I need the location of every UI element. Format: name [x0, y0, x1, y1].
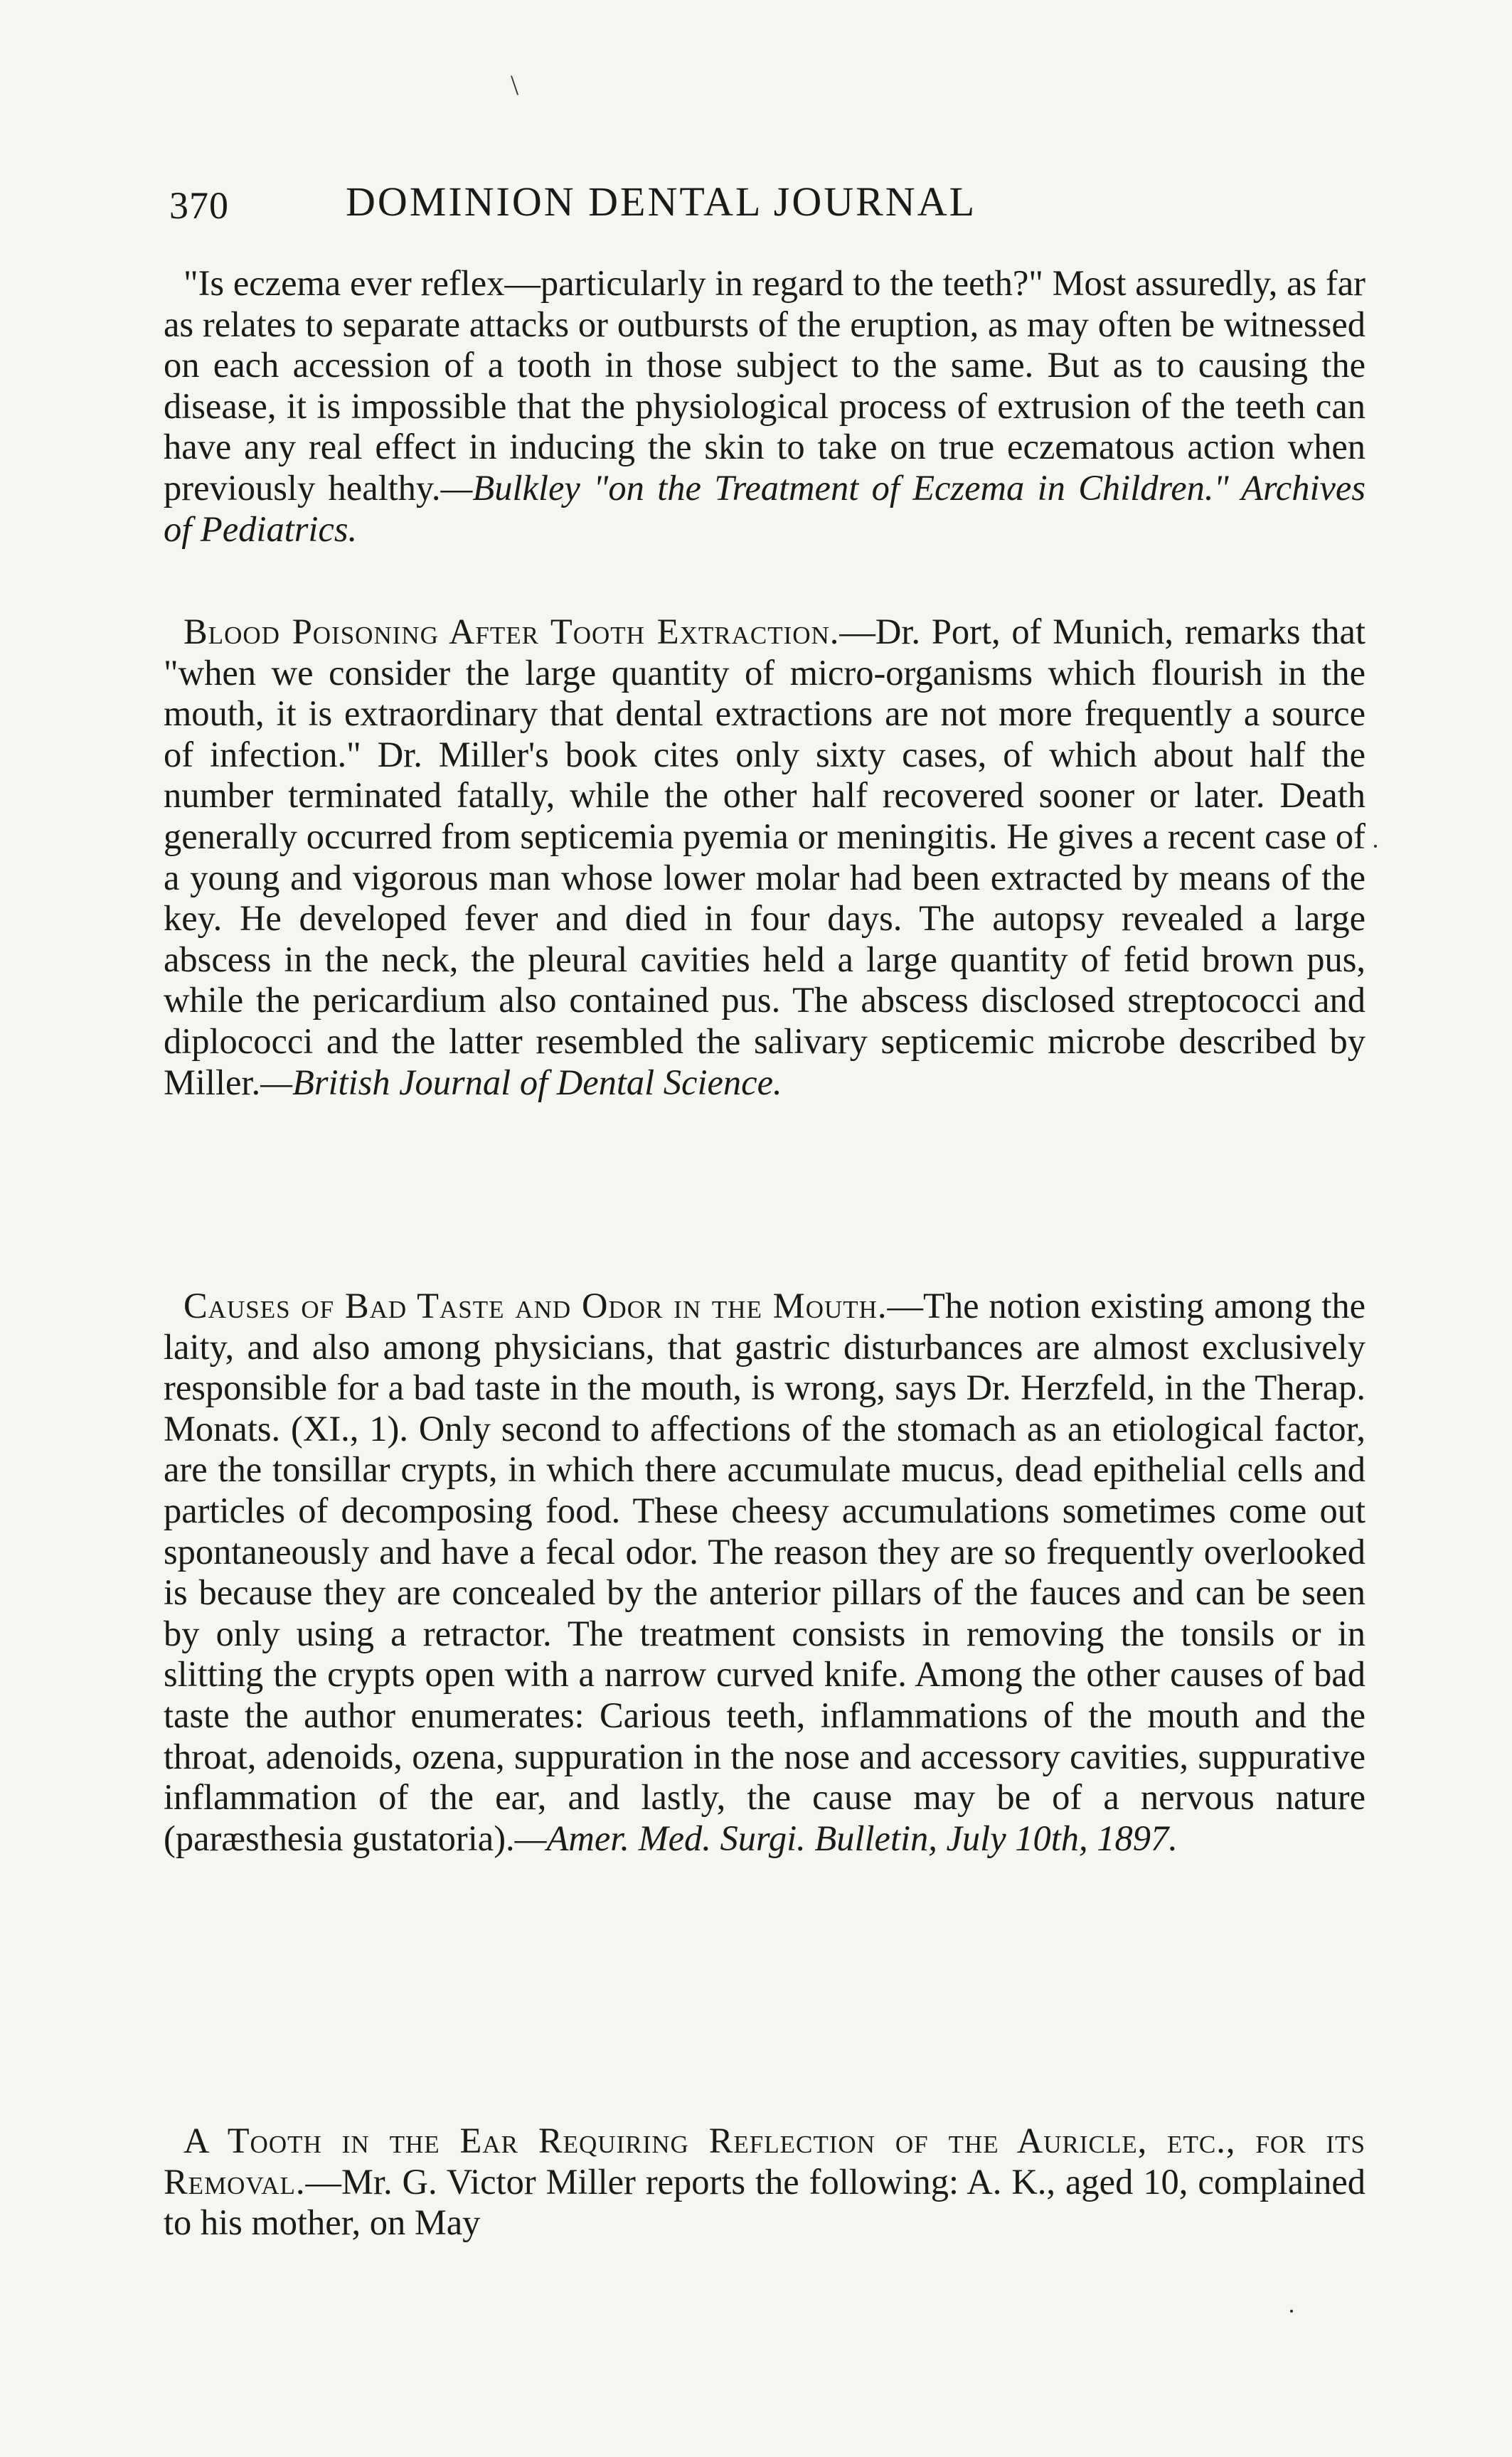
article-body: —Dr. Port, of Munich, remarks that "when we consider the large quantity of micro-organisms which flourish in the mouth, it is extraordinary that dental extractions are not more frequently a source of infection." Dr. Miller's book cites only sixty cases, of which about half the number terminated fatally, while the other half recovered sooner or later. Death generally occurred from septicemia pyemia or meningitis. He gives a recent case of a young and vigorous man whose lower molar had been extracted by means of the key. He developed fever and died in four days. The autopsy revealed a large abscess in the neck, the pleural cavities held a large quantity of fetid brown pus, while the pericardium also contained pus. The abscess disclosed streptococci and diplococci and the latter resembled the salivary septicemic microbe described by Miller.	[164, 612, 1365, 1102]
article-paragraph	[164, 1286, 1365, 1859]
article-eczema-reflex	[164, 263, 1365, 550]
article-title: Causes of Bad Taste and Odor in the Mouth.	[183, 1286, 888, 1326]
article-title: Blood Poisoning After Tooth Extraction.	[183, 612, 840, 651]
stray-mark-bottom: ·	[1287, 2297, 1296, 2325]
article-tooth-in-ear	[164, 2121, 1365, 2244]
article-blood-poisoning	[164, 612, 1365, 1103]
article-bad-taste	[164, 1286, 1365, 1859]
article-body: "Is eczema ever reflex—particularly in regard to the teeth?" Most assuredly, as far as relates to separate attacks or outbursts of the eruption, as may often be witnessed on each accession of a tooth in those subject to the same. But as to causing the disease, it is impossible that the physiological process of extrusion of the teeth can have any real effect in inducing the skin to take on true eczematous action when previously healthy.	[164, 263, 1365, 508]
article-source: —British Journal of Dental Science.	[260, 1062, 782, 1102]
article-paragraph	[164, 2121, 1365, 2244]
article-paragraph	[164, 612, 1365, 1103]
running-head: DOMINION DENTAL JOURNAL	[346, 178, 977, 225]
article-title: A Tooth in the Ear Requiring Reflection of the Auricle, etc., for its Removal.	[164, 2121, 1365, 2202]
article-source: —Amer. Med. Surgi. Bulletin, July 10th, 1897.	[514, 1818, 1178, 1858]
article-source: —Bulkley "on the Treatment of Eczema in Children." Archives of Pediatrics.	[164, 467, 1365, 549]
stray-mark-right: ·	[1371, 832, 1380, 860]
article-paragraph	[164, 263, 1365, 550]
article-body: —The notion existing among the laity, and also among physicians, that gastric disturbances are almost exclusively responsible for a bad taste in the mouth, is wrong, says Dr. Herzfeld, in the Therap. Monats. (XI., 1). Only second to affections of the stomach as an etiological factor, are the tonsillar crypts, in which there accumulate mucus, dead epithelial cells and particles of decomposing food. These cheesy accumulations sometimes come out spontaneously and have a fecal odor. The reason they are so frequently overlooked is because they are concealed by the anterior pillars of the fauces and can be seen by only using a retractor. The treatment consists in removing the tonsils or in slitting the crypts open with a narrow curved knife. Among the other causes of bad taste the author enumerates: Carious teeth, inflammations of the mouth and the throat, adenoids, ozena, suppuration in the nose and accessory cavities, suppurative inflammation of the ear, and lastly, the cause may be of a nervous nature (paræsthesia gustatoria).	[164, 1286, 1365, 1858]
article-body: —Mr. G. Victor Miller reports the following: A. K., aged 10, complained to his mother, on May	[164, 2161, 1365, 2243]
stray-mark-top: \	[511, 69, 519, 101]
page-number: 370	[169, 184, 229, 227]
